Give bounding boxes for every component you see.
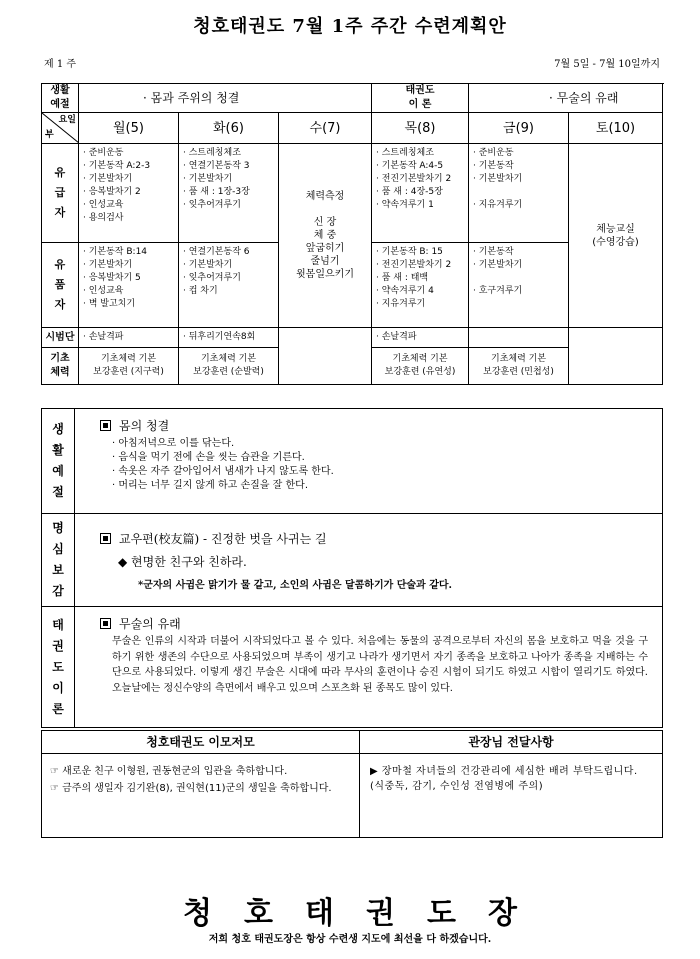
basic-tue-item: 기초체력 기본 <box>200 354 257 365</box>
dan-thu-item: · 기본동작 B: 15 <box>376 246 443 257</box>
corner-day-label: 요일 <box>58 115 76 126</box>
message-title: 관장님 전달사항 <box>360 731 662 754</box>
mind-sub: ◆ 현명한 친구와 친하라. <box>118 555 247 569</box>
life-section-label-item: 생 <box>52 422 64 436</box>
grade-thu-item: · 품 새 : 4장-5장 <box>376 186 443 197</box>
news-title: 청호태권도 이모저모 <box>42 731 359 754</box>
theory-section-label <box>42 607 75 727</box>
dan-mon-item: · 벽 발고치기 <box>83 298 136 309</box>
grade-mon-item: · 준비운동 <box>83 147 124 158</box>
wed-fitness-test-item: 앞굽히기 <box>305 243 345 254</box>
grade-mon-item: · 용의검사 <box>83 212 124 223</box>
tkd-theory-label <box>372 84 469 113</box>
page-title: 청호태권도 7월 1주 주간 수련계획안 <box>193 16 507 37</box>
demo-thu: · 손날격파 <box>372 328 469 348</box>
dan-label <box>42 242 79 327</box>
life-bullets-item: · 음식을 먹기 전에 손을 씻는 습관을 기른다. <box>112 452 305 463</box>
grade-fri-item: · 준비운동 <box>473 147 514 158</box>
life-section <box>42 409 662 514</box>
grade-tue-item: · 품 새 : 1장-3장 <box>183 186 250 197</box>
sat-swimming-class-item: 체능교실 <box>596 223 635 235</box>
grade-fri <box>469 143 569 242</box>
grade-thu-item: · 스트레칭체조 <box>376 147 434 158</box>
basic-label-text: 기초 체력 <box>50 353 70 379</box>
grade-label <box>42 143 79 242</box>
dan-tue-item: · 기본발차기 <box>183 259 233 270</box>
dan-mon-item: · 기본동작 B:14 <box>83 246 148 257</box>
sat-swimming-class <box>569 143 663 327</box>
dan-thu-item: · 지유겨루기 <box>376 298 426 309</box>
basic-thu-item: 기초체력 기본 <box>392 354 448 365</box>
life-bullets-item: · 속옷은 자주 갈아입어서 냄새가 나지 않도록 한다. <box>112 466 334 477</box>
basic-tue-item: 보강훈련 (순발력) <box>193 367 264 378</box>
notice-box <box>41 730 663 838</box>
date-range: 7월 5일 - 7월 10일까지 <box>554 59 660 70</box>
mind-section-label-item: 명 <box>52 521 64 535</box>
day-sat: 토(10) <box>569 113 663 144</box>
life-label-text: 생활 예절 <box>50 85 70 111</box>
mind-section <box>42 514 662 607</box>
day-corner-cell <box>42 113 79 144</box>
dan-fri <box>469 242 569 327</box>
theory-section <box>42 607 662 727</box>
grade-label-text: 유 급 자 <box>54 165 66 219</box>
sat-lower-empty <box>569 328 663 385</box>
life-section-label-item: 활 <box>52 443 64 457</box>
tkd-theory-value: · 무술의 유래 <box>469 84 663 113</box>
dan-mon-item: · 인성교육 <box>83 285 124 296</box>
dan-tue-item: · 잊추어겨루기 <box>183 272 241 283</box>
grade-tue-item: · 스트레칭체조 <box>183 147 241 158</box>
dan-thu <box>372 242 469 327</box>
basic-thu <box>372 348 469 385</box>
life-section-label-item: 절 <box>52 485 64 499</box>
dan-thu-item: · 전진기본발차기 2 <box>376 259 452 270</box>
footer-slogan: 저희 청호 태권도장은 항상 수련생 지도에 최선을 다 하겠습니다. <box>208 934 492 945</box>
basic-fri-item: 보강훈련 (민첩성) <box>483 367 554 378</box>
life-bullets-item: · 아침저녁으로 이를 닦는다. <box>112 438 235 449</box>
wed-fitness-test-item: 줄넘기 <box>310 256 340 267</box>
theory-section-label-item: 권 <box>52 638 64 653</box>
grade-mon-item: · 응복발차기 2 <box>83 186 141 197</box>
day-thu: 목(8) <box>372 113 469 144</box>
grade-tue <box>179 143 279 242</box>
basic-mon <box>79 348 179 385</box>
theory-heading: 무술의 유래 <box>119 617 181 631</box>
dan-thu-item: · 품 새 : 태백 <box>376 272 429 283</box>
grade-thu-item: · 기본동작 A:4-5 <box>376 160 444 171</box>
tkd-label-text: 태권도 이 론 <box>405 85 435 111</box>
basic-mon-item: 보강훈련 (지구력) <box>93 367 164 378</box>
grade-thu-item: · 전진기본발차기 2 <box>376 173 452 184</box>
grade-tue-item: · 잊추어겨루기 <box>183 199 241 210</box>
square-bullet-icon <box>100 618 111 629</box>
wed-fitness-test-item: 신 장 <box>313 217 337 228</box>
square-bullet-icon <box>100 533 111 544</box>
demo-tue: · 뒤후리기연속8회 <box>179 328 279 348</box>
message-text: ▶ 장마철 자녀들의 건강관리에 세심한 배려 부탁드립니다. (식중독, 감기, 수인성 전염병에 주의) <box>370 766 638 792</box>
life-manner-value: · 몸과 주위의 청결 <box>79 84 372 113</box>
wed-fitness-test-item: 체 중 <box>313 230 337 241</box>
day-fri: 금(9) <box>469 113 569 144</box>
mind-note: *군자의 사귐은 맑기가 물 같고, 소인의 사귐은 달콤하기가 단술과 같다. <box>138 580 453 591</box>
mind-section-label-item: 감 <box>52 584 64 598</box>
grade-fri-item: · 기본동작 <box>473 160 514 171</box>
info-box <box>41 408 663 728</box>
dan-mon-item: · 기본발차기 <box>83 259 133 270</box>
theory-section-label-item: 론 <box>52 701 64 716</box>
news-items <box>50 764 354 798</box>
grade-mon-item: · 기본발차기 <box>83 173 133 184</box>
dan-thu-item: · 약속겨루기 4 <box>376 285 434 296</box>
demo-label: 시범단 <box>42 328 79 348</box>
grade-mon-item: · 기본동작 A:2-3 <box>83 160 151 171</box>
basic-fri-item: 기초체력 기본 <box>491 354 547 365</box>
dan-tue <box>179 242 279 327</box>
dan-fri-item: · 호구겨루기 <box>473 285 523 296</box>
theory-section-label-item: 도 <box>52 659 64 674</box>
dan-fri-item: · 기본발차기 <box>473 259 523 270</box>
mind-section-label-item: 심 <box>52 542 64 556</box>
news-items-item: ☞ 금주의 생일자 김기완(8), 권익현(11)군의 생일을 축하합니다. <box>50 783 332 794</box>
dan-tue-item: · 연결기본동작 6 <box>183 246 250 257</box>
life-heading: 몸의 청결 <box>119 419 170 433</box>
day-tue: 화(6) <box>179 113 279 144</box>
basic-mon-item: 기초체력 기본 <box>100 354 157 365</box>
life-section-label <box>42 409 75 513</box>
dan-label-text: 유 품 자 <box>54 257 66 311</box>
wed-fitness-test-item <box>279 203 371 216</box>
grade-fri-item: · 기본발차기 <box>473 173 523 184</box>
wed-fitness-test <box>279 143 372 327</box>
life-bullets <box>82 437 658 493</box>
life-bullets-item: · 머리는 너무 길지 않게 하고 손질을 잘 한다. <box>112 480 309 491</box>
dan-mon-item: · 응복발차기 5 <box>83 272 141 283</box>
day-mon: 월(5) <box>79 113 179 144</box>
basic-fri <box>469 348 569 385</box>
grade-mon-item: · 인성교육 <box>83 199 124 210</box>
basic-fitness-label <box>42 348 79 385</box>
grade-mon <box>79 143 179 242</box>
life-manner-label <box>42 84 79 113</box>
grade-thu <box>372 143 469 242</box>
wed-fitness-test-item: 윗몸일으키기 <box>296 269 354 280</box>
mind-section-label <box>42 514 75 606</box>
basic-tue <box>179 348 279 385</box>
dan-mon <box>79 242 179 327</box>
wed-lower-empty <box>279 328 372 385</box>
square-bullet-icon <box>100 420 111 431</box>
dan-fri-item <box>473 272 566 285</box>
demo-fri-empty <box>469 328 569 348</box>
grade-tue-item: · 연결기본동작 3 <box>183 160 250 171</box>
grade-fri-item: · 지유겨루기 <box>473 199 523 210</box>
mind-section-label-item: 보 <box>52 563 64 577</box>
footer-school-name: 청호태권도장 <box>183 896 549 931</box>
news-items-item: ☞ 새로운 친구 이형원, 권동현군의 입관을 축하합니다. <box>50 766 288 777</box>
theory-section-label-item: 이 <box>52 680 64 695</box>
grade-thu-item: · 약속겨루기 1 <box>376 199 434 210</box>
grade-fri-item <box>473 186 566 199</box>
dan-fri-item: · 기본동작 <box>473 246 514 257</box>
dan-tue-item: · 컵 차기 <box>183 285 218 296</box>
mind-heading: 교우편(校友篇) - 진정한 벗을 사귀는 길 <box>119 532 327 546</box>
day-wed: 수(7) <box>279 113 372 144</box>
sat-swimming-class-item: (수영강습) <box>592 236 639 248</box>
theory-section-label-item: 태 <box>52 617 64 632</box>
corner-part-label: 부 <box>45 129 54 140</box>
week-number: 제 1 주 <box>44 59 77 70</box>
theory-paragraph: 무술은 인류의 시작과 더불어 시작되었다고 볼 수 있다. 처음에는 동물의 공격으로부터 자신의 몸을 보호하고 먹을 것을 구하기 위한 생존의 수단으로 사용되었으며 부족이 생기고 나라가 생기면서 자기 종족을 보호하고 나아가 종족을 지배하는 수단으로 사용되었다. 이렇게 생긴 무술은 시대에 따라 무사의 훈련이나 승진 시험이 되기도 하였고 시합이 열리기도 하였다. 오늘날에는 정신수양의 측면에서 배우고 있으며 스포츠화 된 종목도 많이 있다. <box>112 636 648 694</box>
grade-tue-item: · 기본발차기 <box>183 173 233 184</box>
demo-mon: · 손날격파 <box>79 328 179 348</box>
wed-fitness-test-item: 체력측정 <box>305 191 345 202</box>
life-section-label-item: 예 <box>52 464 64 478</box>
basic-thu-item: 보강훈련 (유연성) <box>384 367 456 378</box>
weekly-schedule-table <box>41 83 663 385</box>
